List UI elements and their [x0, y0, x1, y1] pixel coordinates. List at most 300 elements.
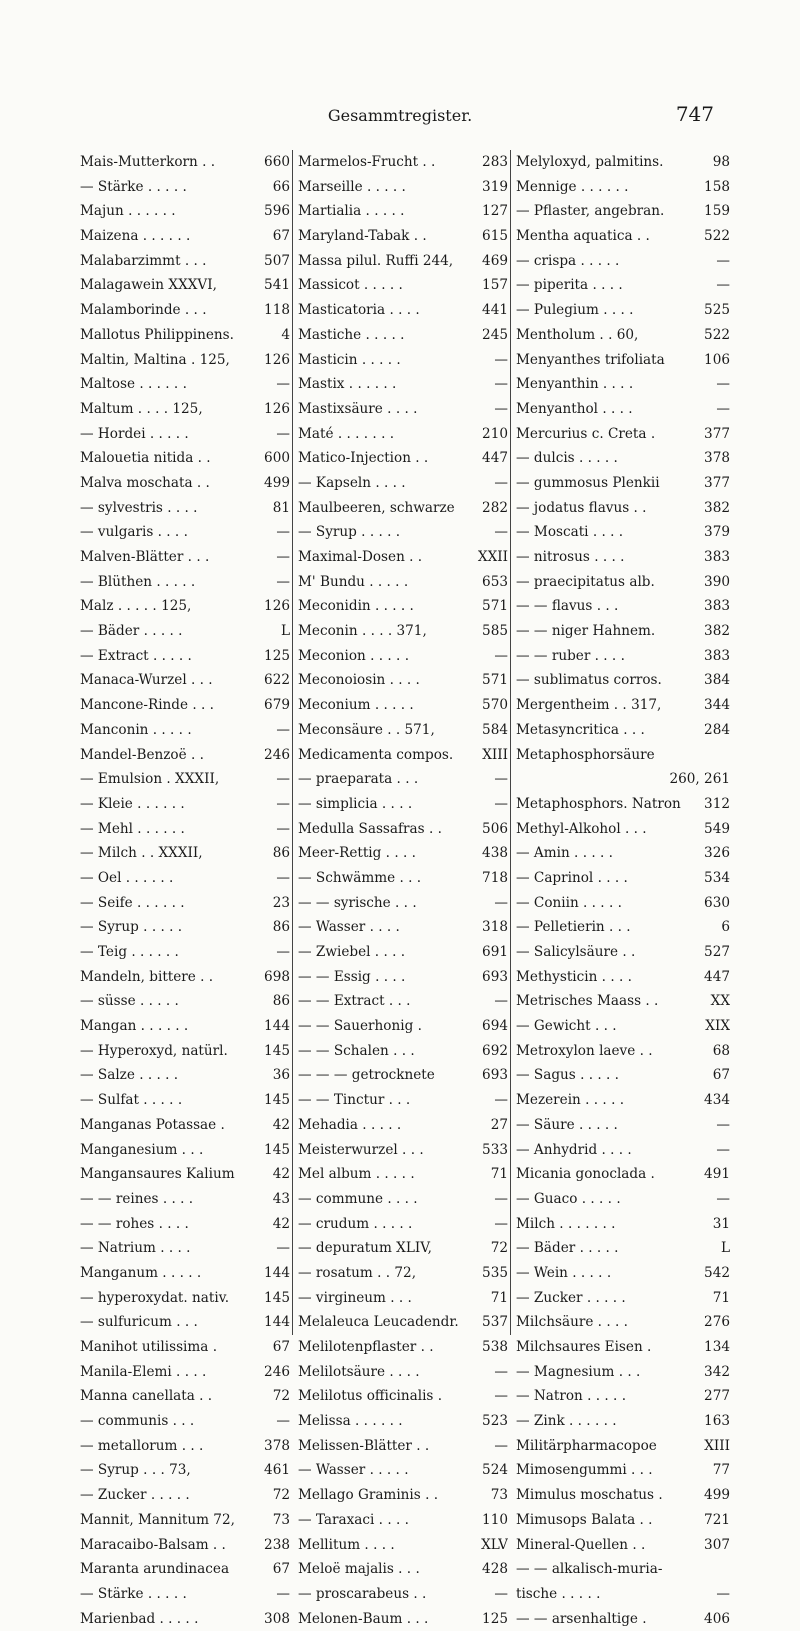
page-number: 747 [675, 102, 714, 126]
index-entry [516, 718, 730, 743]
index-entry [298, 1607, 508, 1631]
index-term: Metroxylon laeve . . [516, 1042, 653, 1059]
index-page-ref: — [494, 1363, 508, 1380]
index-page-ref: 284 [704, 721, 730, 738]
index-entry [516, 1557, 730, 1582]
index-page-ref: 67 [272, 228, 290, 245]
index-term: Maximal-Dosen . . [298, 549, 423, 565]
index-entry [298, 718, 508, 743]
index-entry [80, 1533, 290, 1558]
index-term: — depuratum XLIV, [298, 1240, 432, 1257]
index-term: Masticatoria . . . . [298, 302, 420, 319]
index-page-ref: 260, 261 [669, 771, 730, 788]
index-term: Milch . . . . . . . [516, 1215, 616, 1232]
index-term: Maranta arundinacea [80, 1561, 230, 1578]
page-title: Gesammtregister. [327, 106, 473, 125]
index-entry [298, 249, 508, 274]
index-term: — süsse . . . . . [80, 993, 179, 1010]
index-entry [80, 446, 290, 471]
index-term: — rosatum . . 72, [298, 1264, 417, 1281]
index-page-ref: — [716, 277, 730, 294]
index-page-ref: — [716, 1116, 730, 1133]
index-term: Mentholum . . 60, [516, 326, 639, 343]
index-entry [80, 940, 290, 965]
index-entry [516, 199, 730, 224]
column-divider [292, 150, 293, 1335]
index-entry [80, 323, 290, 348]
index-term: Melaleuca Leucadendr. [298, 1314, 459, 1331]
index-page-ref: 441 [482, 302, 508, 319]
index-term: — Schwämme . . . [298, 869, 422, 886]
index-term: Manganas Potassae . [80, 1116, 225, 1133]
index-entry [516, 298, 730, 323]
index-page-ref: 549 [704, 820, 730, 837]
index-entry [80, 1384, 290, 1409]
index-entry [516, 1360, 730, 1385]
index-page-ref: 127 [482, 203, 508, 220]
index-page-ref: 499 [264, 474, 290, 491]
index-term: — Bäder . . . . . [80, 623, 183, 640]
index-term: Manaca-Wurzel . . . [80, 672, 213, 689]
index-term: Milchsäure . . . . [516, 1314, 628, 1331]
index-columns [80, 150, 730, 1627]
index-entry [80, 644, 290, 669]
index-term: — — alkalisch-muria- [516, 1561, 663, 1578]
index-page-ref: — [276, 1240, 290, 1257]
index-page-ref: — [716, 1141, 730, 1158]
index-entry [516, 1014, 730, 1039]
index-term: Mellago Graminis . . [298, 1487, 439, 1504]
index-term: Marmelos-Frucht . . [298, 154, 436, 170]
index-page-ref: 66 [272, 178, 290, 195]
index-term: Manconin . . . . . [80, 721, 192, 738]
index-term: — Emulsion . XXXII, [80, 771, 220, 788]
index-entry [516, 496, 730, 521]
index-page-ref: 383 [704, 647, 730, 664]
index-term: — Stärke . . . . . [80, 178, 187, 195]
index-entry [298, 1582, 508, 1607]
index-entry [80, 1508, 290, 1533]
index-term: — — Tinctur . . . [298, 1092, 411, 1109]
index-entry [298, 570, 508, 595]
index-term: Melyloxyd, palmitins. [516, 154, 664, 170]
index-page-ref: 36 [272, 1067, 290, 1084]
index-page-ref: 23 [272, 894, 290, 911]
index-term: — Natron . . . . . [516, 1388, 627, 1405]
index-page-ref: — [494, 1437, 508, 1454]
index-term: — Stärke . . . . . [80, 1585, 187, 1602]
index-term: — virgineum . . . [298, 1289, 412, 1306]
index-entry [516, 372, 730, 397]
index-term: Metrisches Maass . . [516, 993, 659, 1010]
index-page-ref: L [280, 623, 290, 640]
index-entry [80, 1014, 290, 1039]
index-term: Mangan . . . . . . [80, 1018, 189, 1035]
index-term: Melissa . . . . . . [298, 1413, 403, 1430]
index-entry [516, 1113, 730, 1138]
index-page-ref: 584 [482, 721, 508, 738]
index-term: — Guaco . . . . . [516, 1190, 621, 1207]
index-term: Maracaibo-Balsam . . [80, 1536, 226, 1553]
index-entry [298, 866, 508, 891]
index-entry [80, 866, 290, 891]
index-entry [80, 915, 290, 940]
index-page-ref: 6 [721, 919, 730, 936]
index-page-ref: 507 [264, 252, 290, 269]
index-entry [298, 397, 508, 422]
index-page-ref: 406 [704, 1610, 730, 1627]
index-term: Mandeln, bittere . . [80, 968, 214, 985]
index-entry [80, 372, 290, 397]
index-page-ref: — [276, 820, 290, 837]
index-term: Melilotsäure . . . . [298, 1363, 420, 1380]
index-page-ref: 679 [264, 697, 290, 714]
index-term: — nitrosus . . . . [516, 549, 625, 565]
index-term: — — rohes . . . . [80, 1215, 189, 1232]
index-entry [516, 570, 730, 595]
index-term: Melilotenpflaster . . [298, 1339, 434, 1355]
index-page-ref: 383 [704, 598, 730, 615]
index-page-ref: 145 [264, 1042, 290, 1059]
index-entry [80, 1187, 290, 1212]
index-term: — Blüthen . . . . . [80, 573, 196, 590]
index-entry [298, 1483, 508, 1508]
index-entry [516, 1088, 730, 1113]
index-term: Mastiche . . . . . [298, 326, 405, 343]
index-entry [298, 520, 508, 545]
index-page-ref: 312 [704, 795, 730, 812]
index-page-ref: 434 [704, 1092, 730, 1109]
index-entry [298, 817, 508, 842]
index-term: Mangansaures Kalium [80, 1166, 235, 1183]
index-page-ref: 246 [264, 746, 290, 763]
index-page-ref: 210 [482, 425, 508, 442]
index-page-ref: — [494, 376, 508, 393]
index-entry [516, 989, 730, 1014]
index-page-ref: 277 [704, 1388, 730, 1405]
index-page-ref: — [276, 721, 290, 738]
index-page-ref: 245 [482, 326, 508, 343]
index-term: — — flavus . . . [516, 598, 619, 615]
index-term: — commune . . . . [298, 1190, 418, 1207]
index-page-ref: 342 [704, 1363, 730, 1380]
index-term: — proscarabeus . . [298, 1585, 427, 1602]
index-entry [298, 1360, 508, 1385]
index-entry [516, 1582, 730, 1607]
index-entry [298, 348, 508, 373]
index-page-ref: 98 [712, 154, 730, 170]
index-entry [298, 1138, 508, 1163]
index-entry [298, 150, 508, 175]
index-entry [80, 718, 290, 743]
index-term: — Syrup . . . . . [80, 919, 183, 936]
index-page-ref: 447 [482, 450, 508, 467]
index-term: — Magnesium . . . [516, 1363, 641, 1380]
index-term: Mercurius c. Creta . [516, 425, 656, 442]
index-page-ref: 694 [482, 1018, 508, 1035]
index-page-ref: — [494, 474, 508, 491]
index-page-ref: 71 [490, 1166, 508, 1183]
index-page-ref: 535 [482, 1264, 508, 1281]
index-term: Mimosengummi . . . [516, 1462, 653, 1479]
index-term: — piperita . . . . [516, 277, 623, 294]
index-page-ref: 542 [704, 1264, 730, 1281]
index-entry [80, 471, 290, 496]
index-term: — Zucker . . . . . [516, 1289, 626, 1306]
index-page-ref: 157 [482, 277, 508, 294]
index-entry [298, 1212, 508, 1237]
index-page-ref: XLV [481, 1536, 508, 1553]
index-page-ref: 326 [704, 845, 730, 862]
index-page-ref: 68 [712, 1042, 730, 1059]
index-page-ref: — [276, 795, 290, 812]
index-page-ref: 67 [272, 1561, 290, 1578]
index-page-ref: 308 [264, 1610, 290, 1627]
index-term: — Salze . . . . . [80, 1067, 179, 1084]
index-page-ref: 145 [264, 1141, 290, 1158]
index-column-3 [516, 150, 730, 1631]
index-term: Marienbad . . . . . [80, 1610, 199, 1627]
index-page-ref: 630 [704, 894, 730, 911]
index-entry [80, 422, 290, 447]
index-entry [298, 644, 508, 669]
index-page-ref: — [494, 351, 508, 368]
index-term: — Teig . . . . . . [80, 944, 179, 960]
index-page-ref: 615 [482, 228, 508, 245]
index-entry [298, 199, 508, 224]
index-term: Melilotus officinalis . [298, 1388, 443, 1405]
index-page-ref: — [276, 771, 290, 788]
index-page-ref: 282 [482, 499, 508, 516]
index-entry [80, 570, 290, 595]
index-entry [80, 1039, 290, 1064]
index-page-ref: 144 [264, 1314, 290, 1331]
index-term: Meer-Rettig . . . . [298, 845, 416, 862]
index-page-ref: — [276, 425, 290, 442]
index-term: — Gewicht . . . [516, 1018, 617, 1035]
index-term: Massicot . . . . . [298, 277, 403, 294]
index-page-ref: 379 [704, 524, 730, 541]
index-page-ref: 533 [482, 1141, 508, 1158]
index-page-ref: 158 [704, 178, 730, 195]
index-entry [80, 1557, 290, 1582]
index-page-ref: — [276, 573, 290, 590]
index-entry [298, 1014, 508, 1039]
index-entry [516, 1434, 730, 1459]
index-page-ref: 541 [264, 277, 290, 294]
index-page-ref: 43 [272, 1190, 290, 1207]
index-entry [80, 1088, 290, 1113]
index-page-ref: 27 [490, 1116, 508, 1133]
index-term: Manna canellata . . [80, 1388, 213, 1405]
index-entry [298, 841, 508, 866]
index-entry [516, 866, 730, 891]
index-term: — Coniin . . . . . [516, 894, 622, 911]
index-term: — — reines . . . . [80, 1190, 194, 1207]
index-term: — Syrup . . . . . [298, 524, 401, 541]
index-entry [80, 1458, 290, 1483]
index-page-ref: 246 [264, 1363, 290, 1380]
index-entry [516, 1162, 730, 1187]
index-entry [298, 1434, 508, 1459]
index-entry [298, 1335, 508, 1360]
index-page-ref: 77 [712, 1462, 730, 1479]
index-term: — Taraxaci . . . . [298, 1511, 409, 1528]
index-entry [80, 1582, 290, 1607]
index-page-ref: 283 [482, 154, 508, 170]
index-entry [80, 1063, 290, 1088]
index-entry [80, 989, 290, 1014]
index-term: Menyanthin . . . . [516, 376, 634, 393]
index-term: Maryland-Tabak . . [298, 228, 427, 245]
index-term: — — ruber . . . . [516, 647, 625, 664]
index-entry [80, 520, 290, 545]
index-page-ref: 718 [482, 869, 508, 886]
index-entry [516, 767, 730, 792]
index-term: Meconion . . . . . [298, 647, 410, 664]
index-entry [80, 1162, 290, 1187]
index-page-ref: — [494, 1190, 508, 1207]
index-page-ref: 377 [704, 474, 730, 491]
index-page-ref: 238 [264, 1536, 290, 1553]
index-term: — Pulegium . . . . [516, 302, 634, 319]
index-page-ref: — [494, 1215, 508, 1232]
index-term: — Pelletierin . . . [516, 919, 631, 936]
index-page-ref: 126 [264, 598, 290, 615]
index-term: Maulbeeren, schwarze [298, 499, 455, 516]
index-entry [298, 594, 508, 619]
index-term: Medicamenta compos. [298, 746, 454, 763]
index-page-ref: — [716, 400, 730, 417]
index-entry [80, 1434, 290, 1459]
index-term: Mezerein . . . . . [516, 1092, 625, 1109]
index-entry [516, 1483, 730, 1508]
index-page-ref: 382 [704, 623, 730, 640]
index-term: Maltum . . . . 125, [80, 400, 203, 417]
index-term: Menyanthol . . . . [516, 400, 633, 417]
index-term: Melissen-Blätter . . [298, 1437, 430, 1454]
index-term: — Zucker . . . . . [80, 1487, 190, 1504]
index-entry [298, 989, 508, 1014]
index-term: — — niger Hahnem. [516, 623, 656, 640]
index-term: Meconin . . . . 371, [298, 623, 427, 640]
index-entry [516, 644, 730, 669]
index-page-ref: 537 [482, 1314, 508, 1331]
column-divider [510, 150, 511, 1335]
index-page-ref: 377 [704, 425, 730, 442]
index-entry [298, 619, 508, 644]
index-page-ref: XXII [477, 549, 508, 565]
index-term: Methyl-Alkohol . . . [516, 820, 647, 837]
index-entry [516, 1039, 730, 1064]
index-page-ref: 721 [704, 1511, 730, 1528]
index-page-ref: — [494, 524, 508, 541]
index-term: Malouetia nitida . . [80, 450, 211, 467]
index-entry [298, 1162, 508, 1187]
index-page-ref: 276 [704, 1314, 730, 1331]
index-entry [516, 150, 730, 175]
index-entry [298, 1088, 508, 1113]
index-entry [516, 471, 730, 496]
index-entry [516, 1286, 730, 1311]
index-entry [516, 965, 730, 990]
index-term: Metasyncritica . . . [516, 721, 645, 738]
index-term: — sylvestris . . . . [80, 499, 198, 516]
index-term: — — arsenhaltige . [516, 1610, 647, 1627]
index-term: — Salicylsäure . . [516, 944, 636, 960]
index-term: — gummosus Plenkii [516, 474, 660, 491]
index-page-ref: 318 [482, 919, 508, 936]
index-term: Menyanthes trifoliata [516, 351, 665, 368]
index-term: — Moscati . . . . [516, 524, 624, 541]
index-term: — Anhydrid . . . . [516, 1141, 632, 1158]
index-entry [80, 175, 290, 200]
index-term: Mimusops Balata . . [516, 1511, 653, 1528]
index-page-ref: 571 [482, 598, 508, 615]
index-page-ref: 447 [704, 968, 730, 985]
index-page-ref: 163 [704, 1413, 730, 1430]
index-entry [298, 1286, 508, 1311]
index-page-ref: 110 [482, 1511, 508, 1528]
index-entry [80, 1138, 290, 1163]
index-entry [298, 1384, 508, 1409]
index-page-ref: 538 [482, 1339, 508, 1355]
index-page-ref: 67 [272, 1339, 290, 1355]
index-entry [516, 594, 730, 619]
index-term: — Kapseln . . . . [298, 474, 406, 491]
index-entry [516, 1533, 730, 1558]
index-page-ref: — [276, 549, 290, 565]
index-page-ref: — [716, 1585, 730, 1602]
index-term: Mallotus Philippinens. [80, 326, 234, 343]
index-column-1 [80, 150, 290, 1631]
index-entry [516, 891, 730, 916]
index-term: Metaphosphors. Natron [516, 795, 681, 812]
index-term: Meconoiosin . . . . [298, 672, 420, 689]
index-page-ref: 125 [482, 1610, 508, 1627]
index-term: Metaphosphorsäure [516, 746, 655, 763]
index-entry [80, 545, 290, 570]
index-term: Manganesium . . . [80, 1141, 204, 1158]
index-entry [298, 273, 508, 298]
index-page-ref: 378 [704, 450, 730, 467]
index-entry [80, 1261, 290, 1286]
index-page-ref: 438 [482, 845, 508, 862]
index-entry [298, 372, 508, 397]
index-page-ref: — [494, 993, 508, 1010]
index-term: — — — getrocknete [298, 1067, 435, 1084]
index-page-ref: 691 [482, 944, 508, 960]
index-page-ref: — [494, 1388, 508, 1405]
index-term: — praeparata . . . [298, 771, 419, 788]
index-page-ref: — [494, 647, 508, 664]
index-entry [80, 496, 290, 521]
index-entry [298, 1557, 508, 1582]
index-term: Matico-Injection . . [298, 450, 429, 467]
index-page-ref: 428 [482, 1561, 508, 1578]
index-term: Mergentheim . . 317, [516, 697, 662, 714]
index-entry [298, 1187, 508, 1212]
index-page-ref: 506 [482, 820, 508, 837]
index-page-ref: — [716, 1190, 730, 1207]
index-page-ref: 523 [482, 1413, 508, 1430]
index-entry [80, 1360, 290, 1385]
index-term: Maltin, Maltina . 125, [80, 351, 230, 368]
index-page-ref: — [276, 944, 290, 960]
index-entry [516, 1310, 730, 1335]
index-entry [298, 323, 508, 348]
index-term: — dulcis . . . . . [516, 450, 618, 467]
